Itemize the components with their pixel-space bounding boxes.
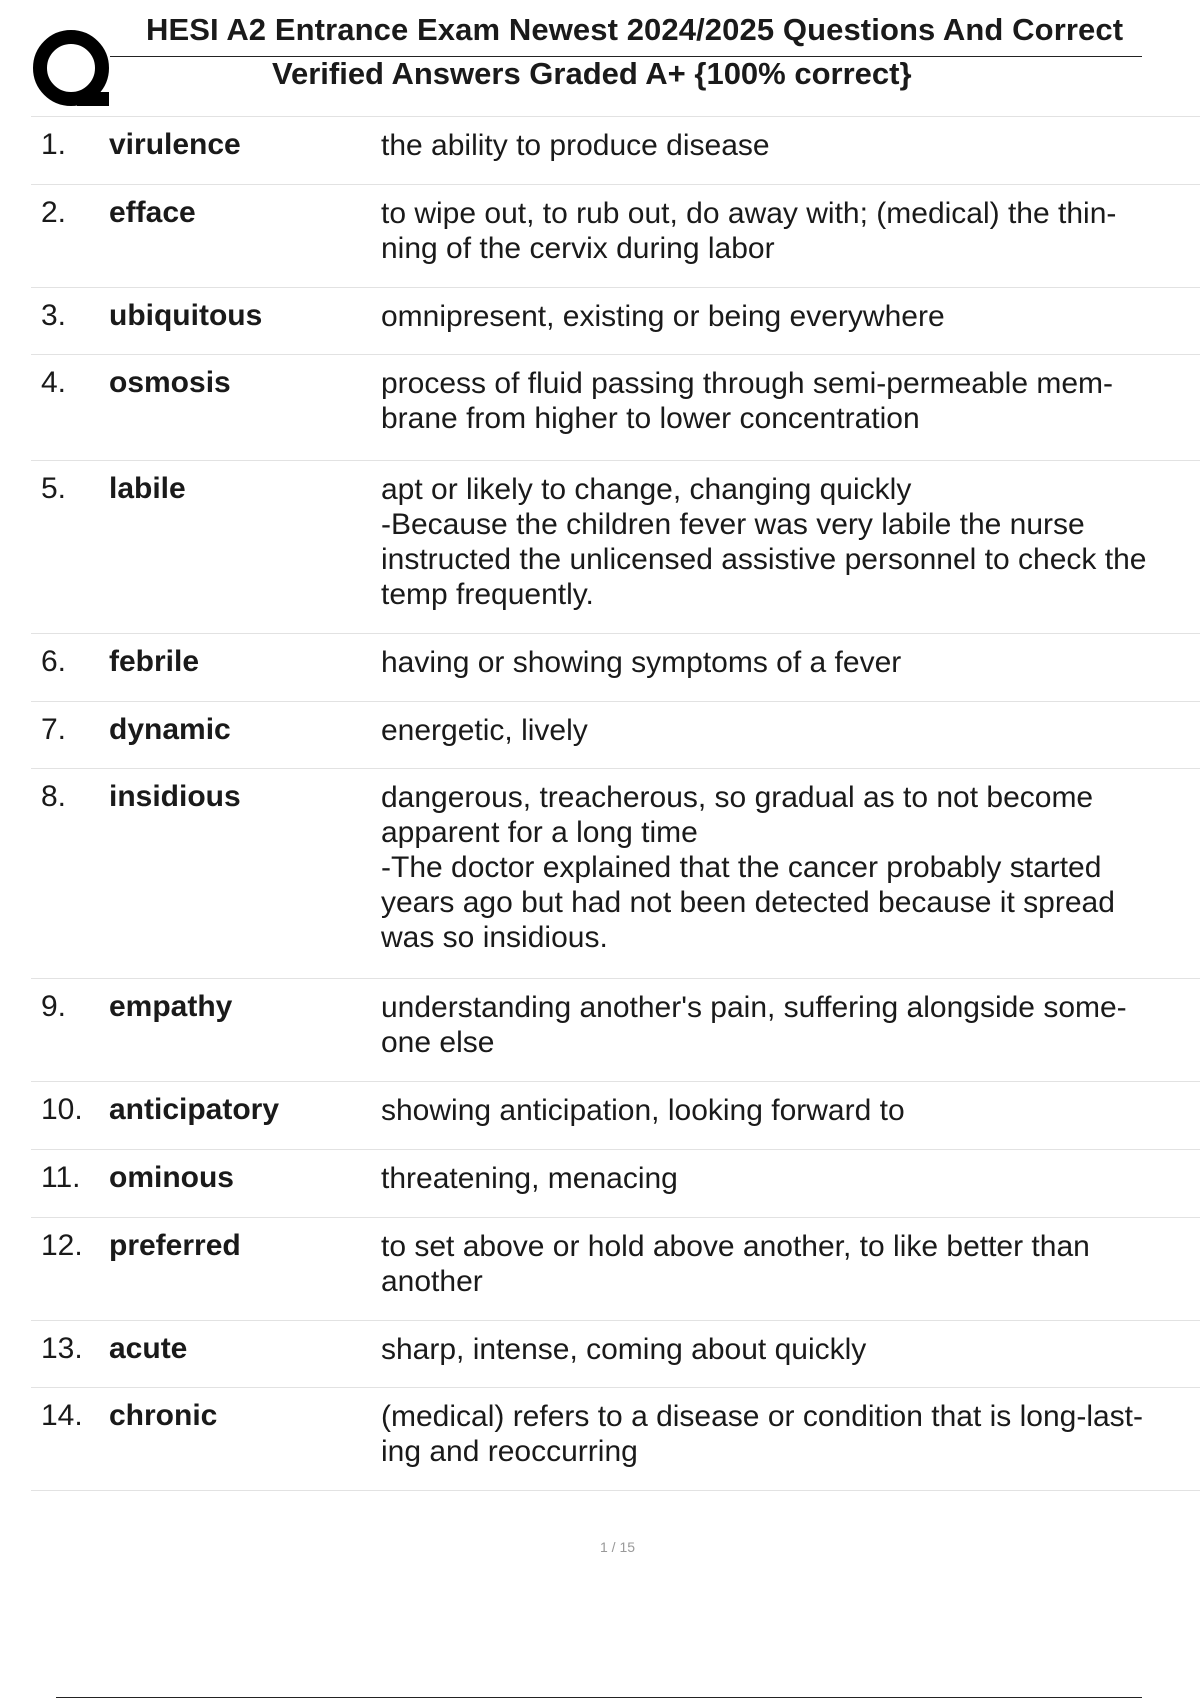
definition: threatening, menacing	[381, 1162, 678, 1195]
definition: the ability to produce disease	[381, 129, 770, 162]
row-number: 4.	[41, 366, 67, 399]
document-title-line-2: Verified Answers Graded A+ {100% correct}	[272, 56, 912, 91]
row-number: 12.	[41, 1229, 83, 1262]
table-row	[31, 460, 1200, 633]
definition: dangerous, treacherous, so gradual as to not become apparent for a long time -The doctor explained that the cancer probably started years ago but had not been detected because it spread was so insidious.	[381, 781, 1115, 954]
term: febrile	[109, 645, 200, 678]
term: empathy	[109, 990, 233, 1023]
table-row	[31, 701, 1200, 768]
term: ubiquitous	[109, 299, 263, 332]
term: chronic	[109, 1399, 218, 1432]
term: preferred	[109, 1229, 241, 1262]
definition: to wipe out, to rub out, do away with; (medical) the thin- ning of the cervix during labor	[381, 197, 1117, 265]
q-logo-icon	[31, 28, 113, 112]
table-row	[31, 1217, 1200, 1320]
row-number: 10.	[41, 1093, 83, 1126]
term: insidious	[109, 780, 241, 813]
definition: sharp, intense, coming about quickly	[381, 1333, 867, 1366]
row-number: 7.	[41, 713, 67, 746]
definition: omnipresent, existing or being everywhere	[381, 300, 945, 333]
term: labile	[109, 472, 186, 505]
table-row	[31, 1149, 1200, 1217]
table-row	[31, 1320, 1200, 1387]
term: virulence	[109, 128, 241, 161]
term: efface	[109, 196, 196, 229]
row-number: 14.	[41, 1399, 83, 1432]
row-number: 6.	[41, 645, 67, 678]
row-number: 11.	[41, 1161, 81, 1194]
row-number: 2.	[41, 196, 67, 229]
table-row	[31, 978, 1200, 1081]
table-row	[31, 633, 1200, 701]
row-number: 5.	[41, 472, 67, 505]
term: ominous	[109, 1161, 234, 1194]
footer-divider	[56, 1697, 1142, 1698]
definition: energetic, lively	[381, 714, 588, 747]
table-row	[31, 184, 1200, 287]
term: osmosis	[109, 366, 231, 399]
page-indicator: 1 / 15	[599, 1539, 636, 1555]
table-row	[31, 768, 1200, 978]
definition: understanding another's pain, suffering alongside some- one else	[381, 991, 1127, 1059]
row-number: 1.	[41, 128, 67, 161]
definition: process of fluid passing through semi-permeable mem- brane from higher to lower concentration	[381, 367, 1113, 435]
table-row	[31, 354, 1200, 460]
definition: apt or likely to change, changing quickly -Because the children fever was very labile the nurse instructed the unlicensed assistive personnel to check the temp frequently.	[381, 473, 1147, 611]
document-title-line-1: HESI A2 Entrance Exam Newest 2024/2025 Questions And Correct	[146, 12, 1124, 47]
definition: showing anticipation, looking forward to	[381, 1094, 905, 1127]
row-number: 9.	[41, 990, 67, 1023]
table-row	[31, 1081, 1200, 1149]
table-row	[31, 1387, 1200, 1491]
row-number: 3.	[41, 299, 67, 332]
term: acute	[109, 1332, 188, 1365]
definition: to set above or hold above another, to like better than another	[381, 1230, 1090, 1298]
definition: having or showing symptoms of a fever	[381, 646, 902, 679]
term: anticipatory	[109, 1093, 280, 1126]
row-number: 8.	[41, 780, 67, 813]
table-row	[31, 116, 1200, 184]
table-row	[31, 287, 1200, 354]
row-number: 13.	[41, 1332, 83, 1365]
term: dynamic	[109, 713, 231, 746]
definition: (medical) refers to a disease or condition that is long-last- ing and reoccurring	[381, 1400, 1144, 1468]
term-definition-table	[31, 116, 1200, 1491]
